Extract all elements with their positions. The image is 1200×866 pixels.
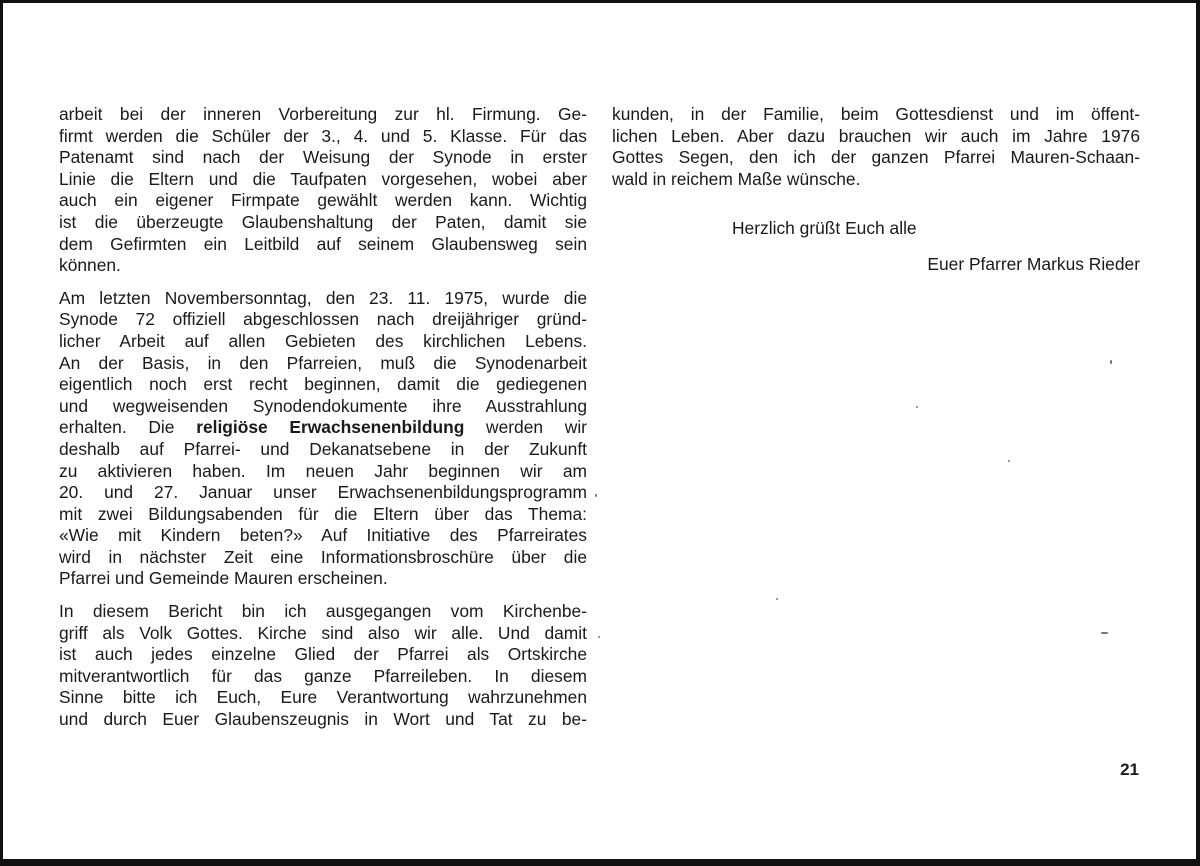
text-line: dem Gefirmten ein Leitbild auf seinem Glaubensweg sein — [59, 233, 587, 254]
text-line: Linie die Eltern und die Taufpaten vorgesehen, wobei aber — [59, 168, 587, 189]
scan-speck — [1110, 360, 1112, 364]
text-line: mit zwei Bildungsabenden für die Eltern über das Thema: — [59, 503, 587, 524]
text-fragment: erhalten. Die — [59, 417, 175, 438]
text-line: deshalb auf Pfarrei- und Dekanatsebene in der Zukunft — [59, 438, 587, 459]
text-line: licher Arbeit auf allen Gebieten des kirchlichen Lebens. — [59, 330, 587, 351]
paragraph-firmung — [59, 104, 587, 277]
text-line: zu aktivieren haben. Im neuen Jahr beginnen wir am — [59, 460, 587, 481]
text-line: Sinne bitte ich Euch, Eure Verantwortung wahrzunehmen — [59, 687, 587, 708]
scan-speck — [776, 598, 778, 600]
paragraph-segen — [612, 104, 1140, 190]
text-line: ist die überzeugte Glaubenshaltung der Paten, damit sie — [59, 211, 587, 232]
scan-speck — [1101, 632, 1108, 634]
left-column — [59, 104, 587, 742]
right-column — [612, 104, 1140, 201]
closing-greeting: Herzlich grüßt Euch alle — [732, 218, 917, 238]
paragraph-synode — [59, 288, 587, 590]
text-line: Gottes Segen, den ich der ganzen Pfarrei Mauren-Schaan- — [612, 147, 1140, 168]
text-line: Patenamt sind nach der Weisung der Synode in erster — [59, 147, 587, 168]
text-line: firmt werden die Schüler der 3., 4. und 5. Klasse. Für das — [59, 125, 587, 146]
text-line: können. — [59, 255, 121, 276]
scan-speck — [1008, 460, 1010, 462]
text-line: eigentlich noch erst recht beginnen, damit die gediegenen — [59, 374, 587, 395]
text-line: mitverantwortlich für das ganze Pfarreileben. In diesem — [59, 665, 587, 686]
text-line: arbeit bei der inneren Vorbereitung zur hl. Firmung. Ge- — [59, 104, 587, 124]
paragraph-kirche — [59, 601, 587, 731]
scan-speck — [595, 494, 597, 497]
text-line: wird in nächster Zeit eine Informationsbroschüre über die — [59, 546, 587, 567]
text-fragment: werden wir — [486, 417, 587, 438]
text-line: wald in reichem Maße wünsche. — [612, 168, 861, 189]
text-line: An der Basis, in den Pfarreien, muß die Synodenarbeit — [59, 352, 587, 373]
scan-speck — [598, 636, 600, 638]
text-line: Pfarrei und Gemeinde Mauren erscheinen. — [59, 568, 388, 589]
text-line: ist auch jedes einzelne Glied der Pfarrei als Ortskirche — [59, 644, 587, 665]
emphasis-erwachsenenbildung: religiöse Erwachsenenbildung — [196, 417, 465, 438]
text-line: «Wie mit Kindern beten?» Auf Initiative des Pfarreirates — [59, 525, 587, 546]
scan-speck — [916, 406, 918, 408]
text-line-with-emphasis — [59, 417, 587, 439]
text-line: lichen Leben. Aber dazu brauchen wir auch im Jahre 1976 — [612, 125, 1140, 146]
text-line: Synode 72 offiziell abgeschlossen nach dreijähriger gründ- — [59, 309, 587, 330]
text-line: auch ein eigener Firmpate gewählt werden kann. Wichtig — [59, 190, 587, 211]
text-line: griff als Volk Gottes. Kirche sind also wir alle. Und damit — [59, 622, 587, 643]
text-line: 20. und 27. Januar unser Erwachsenenbildungsprogramm — [59, 482, 587, 503]
text-line: und durch Euer Glaubenszeugnis in Wort und Tat zu be- — [59, 709, 587, 730]
text-line: und wegweisenden Synodendokumente ihre Ausstrahlung — [59, 395, 587, 416]
page-number: 21 — [1120, 760, 1139, 779]
signature: Euer Pfarrer Markus Rieder — [927, 254, 1140, 274]
text-line: Am letzten Novembersonntag, den 23. 11. 1975, wurde die — [59, 287, 587, 308]
text-line: In diesem Bericht bin ich ausgegangen vom Kirchenbe- — [59, 601, 587, 622]
text-line: kunden, in der Familie, beim Gottesdienst und im öffent- — [612, 104, 1140, 124]
